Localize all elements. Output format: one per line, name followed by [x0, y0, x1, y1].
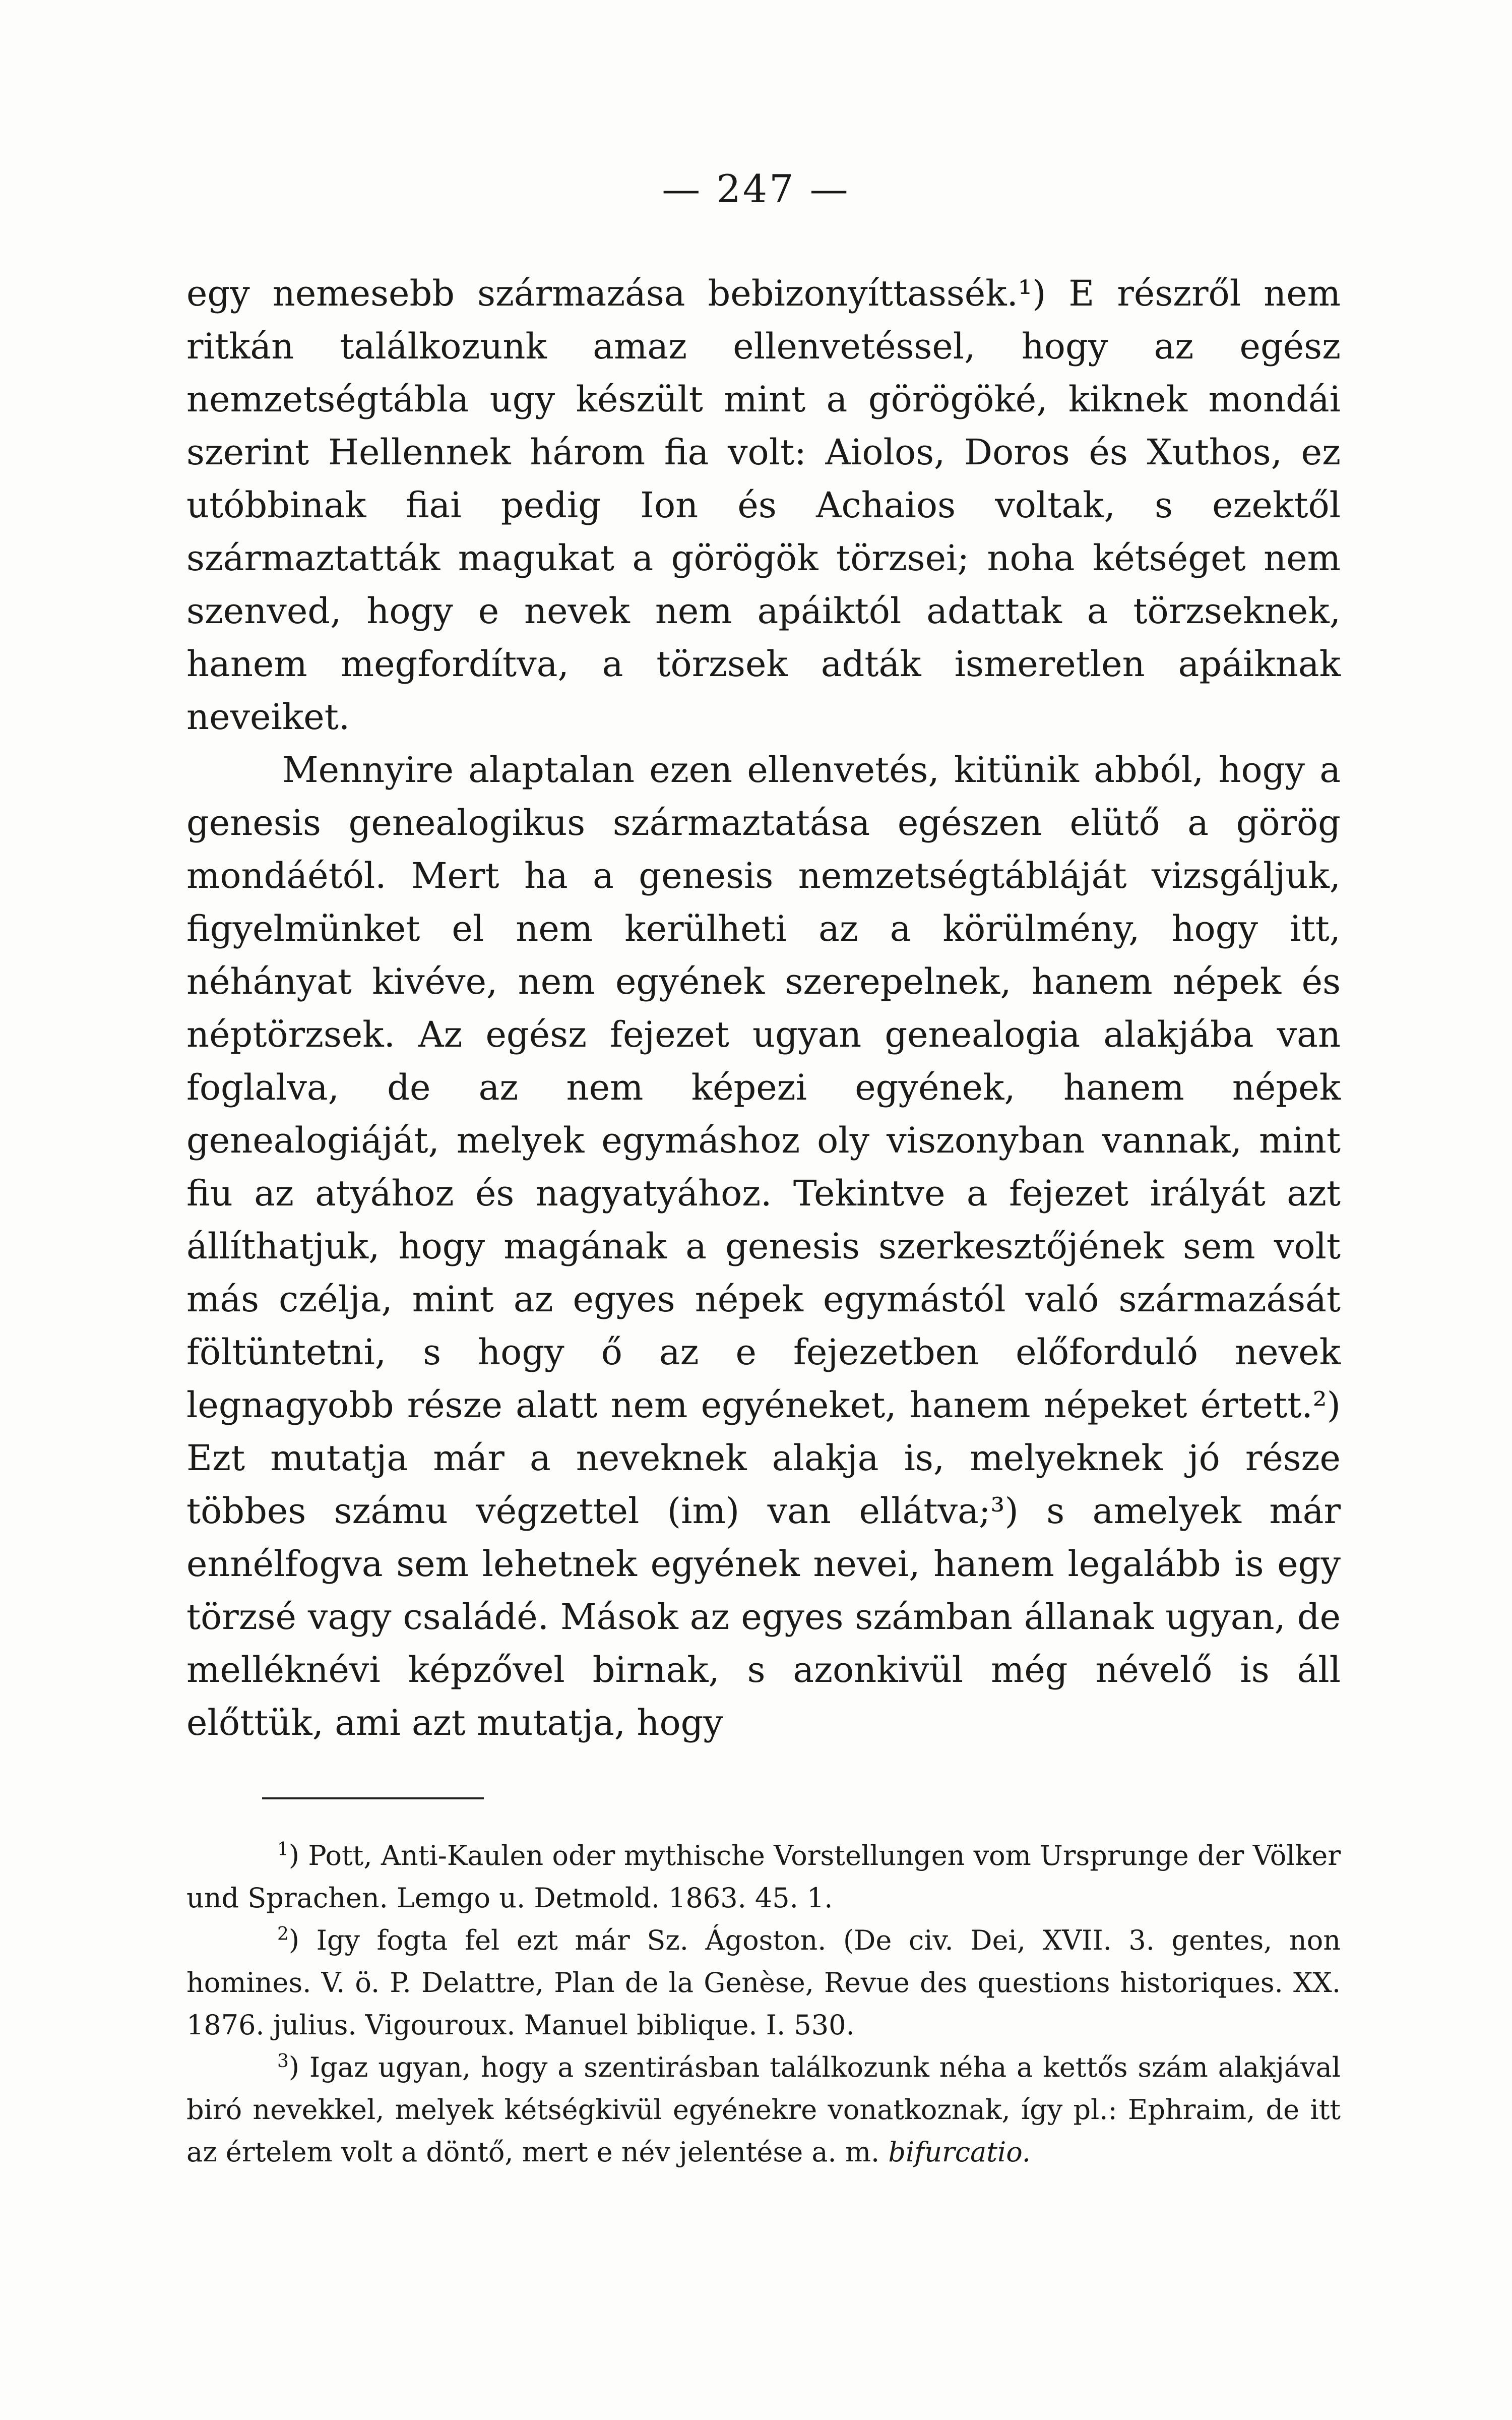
footnote-text-2: Igy fogta fel ezt már Sz. Ágoston. (De civ. Dei, XVII. 3. gentes, non homines. V. ö. P. Delattre, Plan de la Genèse, Revue des questions historiques. XX. 1876. julius. Vigouroux. Manuel biblique. I. 530.	[186, 1924, 1341, 2041]
footnote-text-1: Pott, Anti-Kaulen oder mythische Vorstellungen vom Ursprunge der Völker und Sprachen. Lemgo u. Detmold. 1863. 45. 1.	[186, 1840, 1341, 1914]
body-paragraph-1: egy nemesebb származása bebizonyíttassék.¹) E részről nem ritkán találkozunk amaz ellenvetéssel, hogy az egész nemzetségtábla ugy készült mint a görögöké, kiknek mondái szerint Hellennek három fia volt: Aiolos, Doros és Xuthos, ez utóbbinak fiai pedig Ion és Achaios voltak, s ezektől származtatták magukat a görögök törzsei; noha kétséget nem szenved, hogy e nevek nem apáiktól adattak a törzseknek, hanem megfordítva, a törzsek adták ismeretlen apáiknak neveiket.	[186, 273, 1341, 738]
footnote-3	[186, 2046, 1341, 2173]
footnote-1	[186, 1835, 1341, 1919]
page-number: — 247 —	[662, 166, 850, 211]
body-paragraph-2: Mennyire alaptalan ezen ellenvetés, kitünik abból, hogy a genesis genealogikus származtatása egészen elütő a görög mondáétól. Mert ha a genesis nemzetségtábláját vizsgáljuk, figyelmünket el nem kerülheti az a körülmény, hogy itt, néhányat kivéve, nem egyének szerepelnek, hanem népek és néptörzsek. Az egész fejezet ugyan genealogia alakjába van foglalva, de az nem képezi egyének, hanem népek genealogiáját, melyek egymáshoz oly viszonyban vannak, mint fiu az atyához és nagyatyához. Tekintve a fejezet irályát azt állíthatjuk, hogy magának a genesis szerkesztőjének sem volt más czélja, mint az egyes népek egymástól való származását föltüntetni, s hogy ő az e fejezetben előforduló nevek legnagyobb része alatt nem egyéneket, hanem népeket értett.²) Ezt mutatja már a neveknek alakja is, melyeknek jó része többes számu végzettel (im) van ellátva;³) s amelyek már ennélfogva sem lehetnek egyének nevei, hanem legalább is egy törzsé vagy családé. Mások az egyes számban állanak ugyan, de melléknévi képzővel birnak, s azonkivül még névelő is áll előttük, ami azt mutatja, hogy	[186, 749, 1341, 1743]
main-text-block	[186, 267, 1341, 2173]
footnote-marker-3: $^3$ )	[277, 2051, 299, 2072]
footnote-2	[186, 1919, 1341, 2046]
footnote-marker-1: $^1$ )	[277, 1839, 299, 1860]
footnote-italic-term: bifurcatio.	[888, 2136, 1031, 2168]
footnote-text-3: Igaz ugyan, hogy a szentirásban találkozunk néha a kettős szám alakjával biró nevekkel, melyek kétségkivül egyénekre vonatkoznak, így pl.: Ephraim, de itt az értelem volt a döntő, mert e név jelentése a. m.	[186, 2051, 1341, 2168]
footnote-separator	[262, 1797, 484, 1799]
footnote-marker-2: $^2$ )	[277, 1924, 299, 1945]
